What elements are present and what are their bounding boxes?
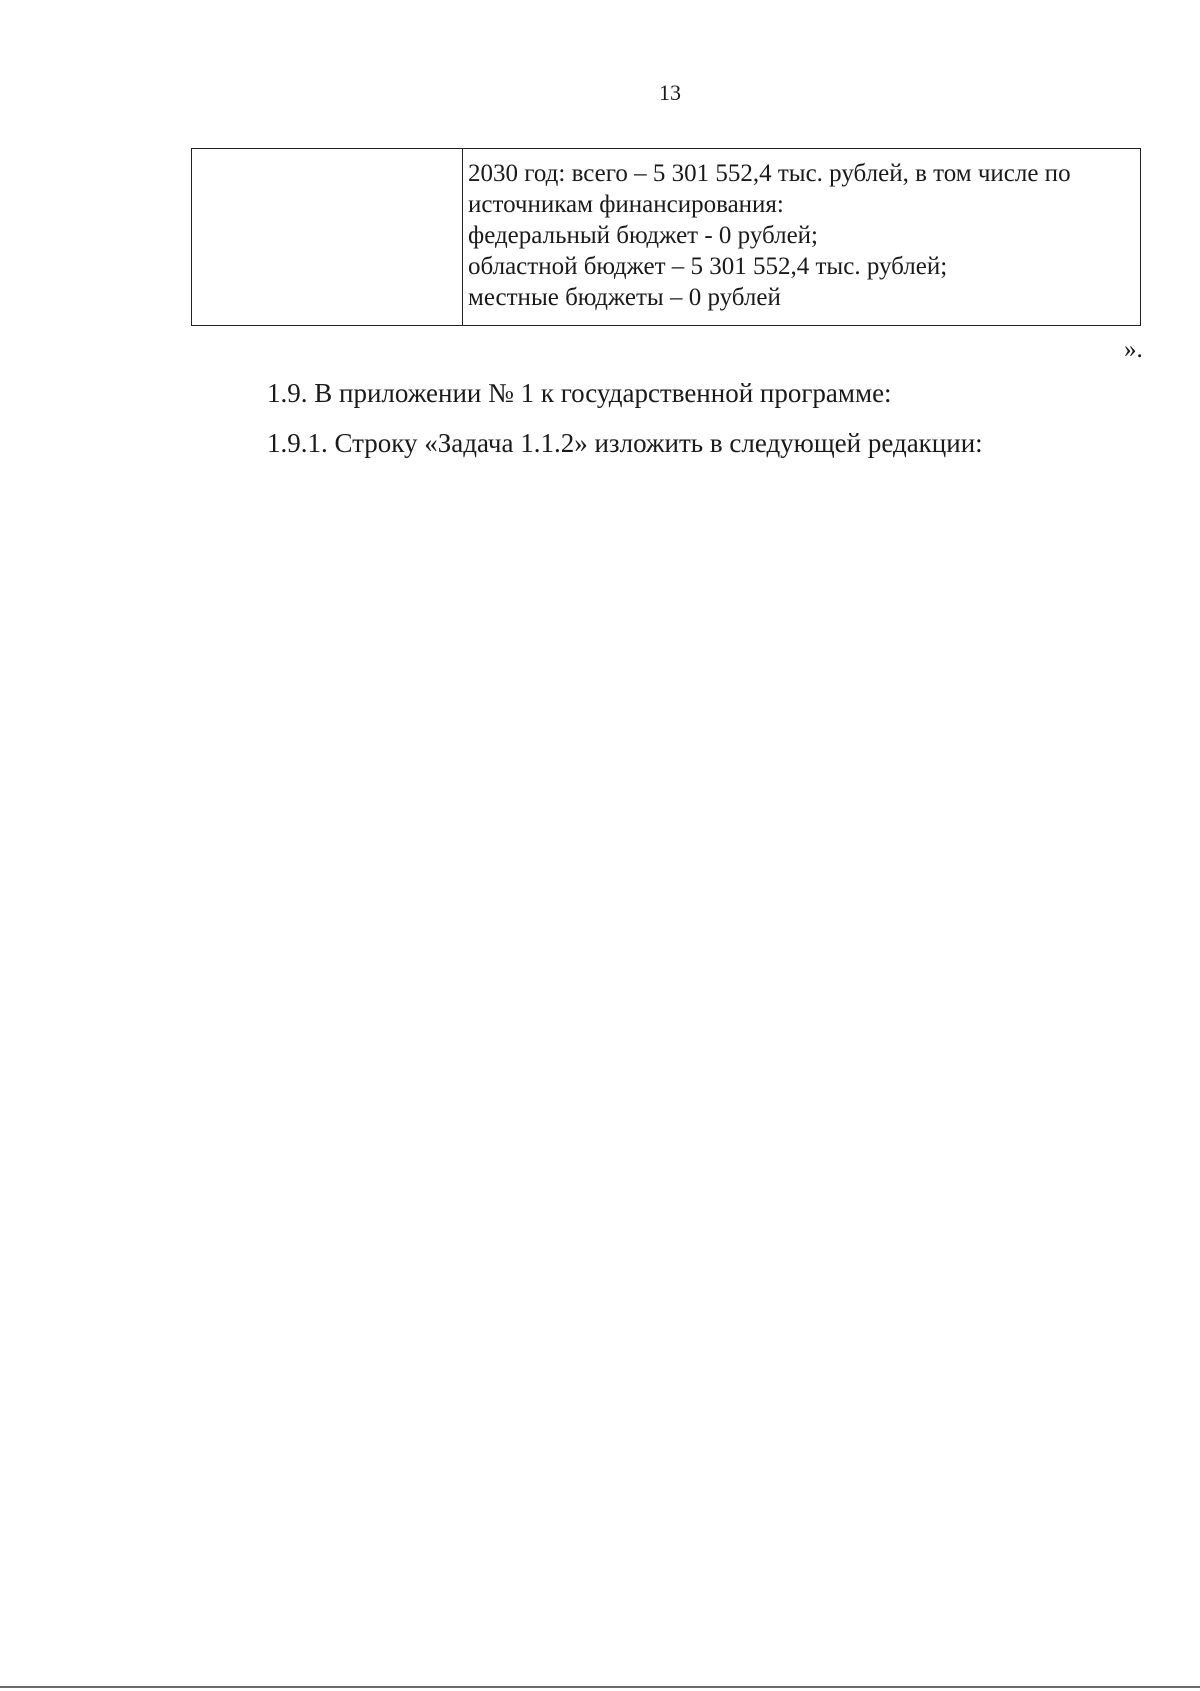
paragraph-1-9: 1.9. В приложении № 1 к государственной программе:: [267, 378, 892, 408]
paragraph-1-9-1: 1.9.1. Строку «Задача 1.1.2» изложить в следующей редакции:: [267, 428, 983, 458]
closing-quote: ».: [1124, 336, 1143, 363]
financing-line-local: местные бюджеты – 0 рублей: [468, 284, 781, 311]
table-cell-label: [192, 149, 463, 325]
financing-line-sources: источникам финансирования:: [468, 191, 784, 218]
financing-line-federal: федеральный бюджет - 0 рублей;: [468, 222, 818, 249]
financing-line-total: 2030 год: всего – 5 301 552,4 тыс. рублей, в том числе по: [468, 160, 1071, 187]
financing-line-regional: областной бюджет – 5 301 552,4 тыс. рублей;: [468, 253, 948, 280]
page-number: 13: [659, 80, 681, 105]
page-bottom-edge: [0, 1686, 1200, 1688]
financing-table: [191, 148, 1141, 326]
table-cell-financing-text: [463, 149, 1140, 325]
